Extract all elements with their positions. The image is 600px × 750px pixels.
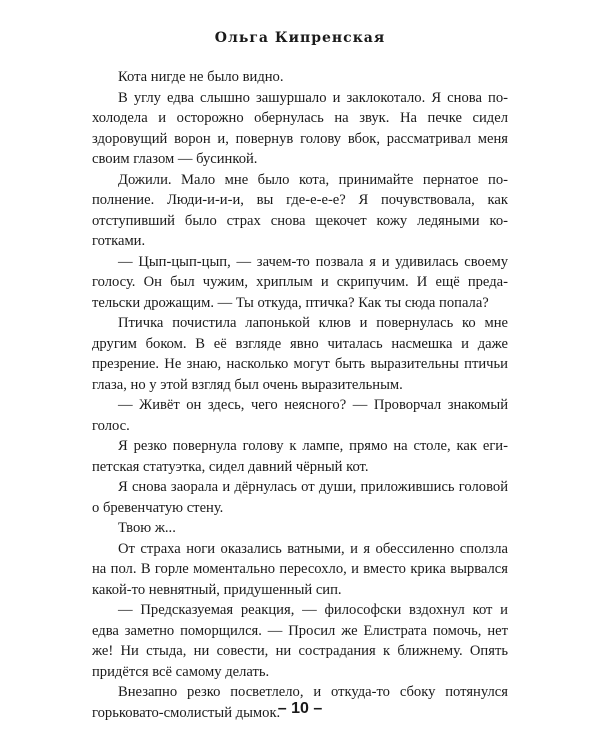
paragraph: Внезапно резко посветлело, и откуда-то сбоку потянулся горьковато-смолистый дымок. xyxy=(92,684,508,721)
paragraph: В углу едва слышно зашуршало и заклокотало. Я снова похолодела и осторожно обернулась на звук. На печке сидел здоровущий ворон и, повернув голову вбок, рассматривал меня своим глазом — бусинкой. xyxy=(92,89,508,167)
paragraph: — Предсказуемая реакция, — философски вздохнул кот и едва заметно поморщился. — Просил же Елистрата помочь, нет же! Ни стыда, ни совести, ни сострадания к ближнему. Опять придётся всё самому делать. xyxy=(92,602,508,680)
paragraph: Птичка почистила лапонькой клюв и повернулась ко мне другим боком. В её взгляде явно читалась насмешка и даже презрение. Не знаю, насколько могут быть выразительны птичьи глаза, но у этой взгляд был очень выразительным. xyxy=(92,315,508,393)
paragraph: Дожили. Мало мне было кота, принимайте пернатое пополнение. Люди-и-и-и, вы где-е-е-е? Я почувствовала, как отступивший было страх снова щекочет кожу ледяными коготками. xyxy=(92,171,508,249)
paragraph: Кота нигде не было видно. xyxy=(118,69,284,85)
page-number: – 10 – xyxy=(277,700,323,717)
paragraph: — Цып-цып-цып, — зачем-то позвала я и удивилась своему голосу. Он был чужим, хриплым и скрипучим. И ещё предательски дрожащим. — Ты откуда, птичка? Как ты сюда попала? xyxy=(92,253,508,311)
paragraph: Твою ж... xyxy=(118,520,176,536)
paragraph: Я резко повернула голову к лампе, прямо на столе, как египетская статуэтка, сидел давний чёрный кот. xyxy=(92,438,508,475)
running-title: Ольга Кипренская xyxy=(214,30,386,46)
paragraph: От страха ноги оказались ватными, и я обессиленно сползла на пол. В горле моментально пересохло, и вместо крика вырвался какой-то невнятный, придушенный сип. xyxy=(92,540,508,598)
body-text xyxy=(92,67,508,723)
paragraph: Я снова заорала и дёрнулась от души, приложившись головой о бревенчатую стену. xyxy=(92,479,508,516)
paragraph: — Живёт он здесь, чего неясного? — Проворчал знакомый голос. xyxy=(92,397,508,434)
